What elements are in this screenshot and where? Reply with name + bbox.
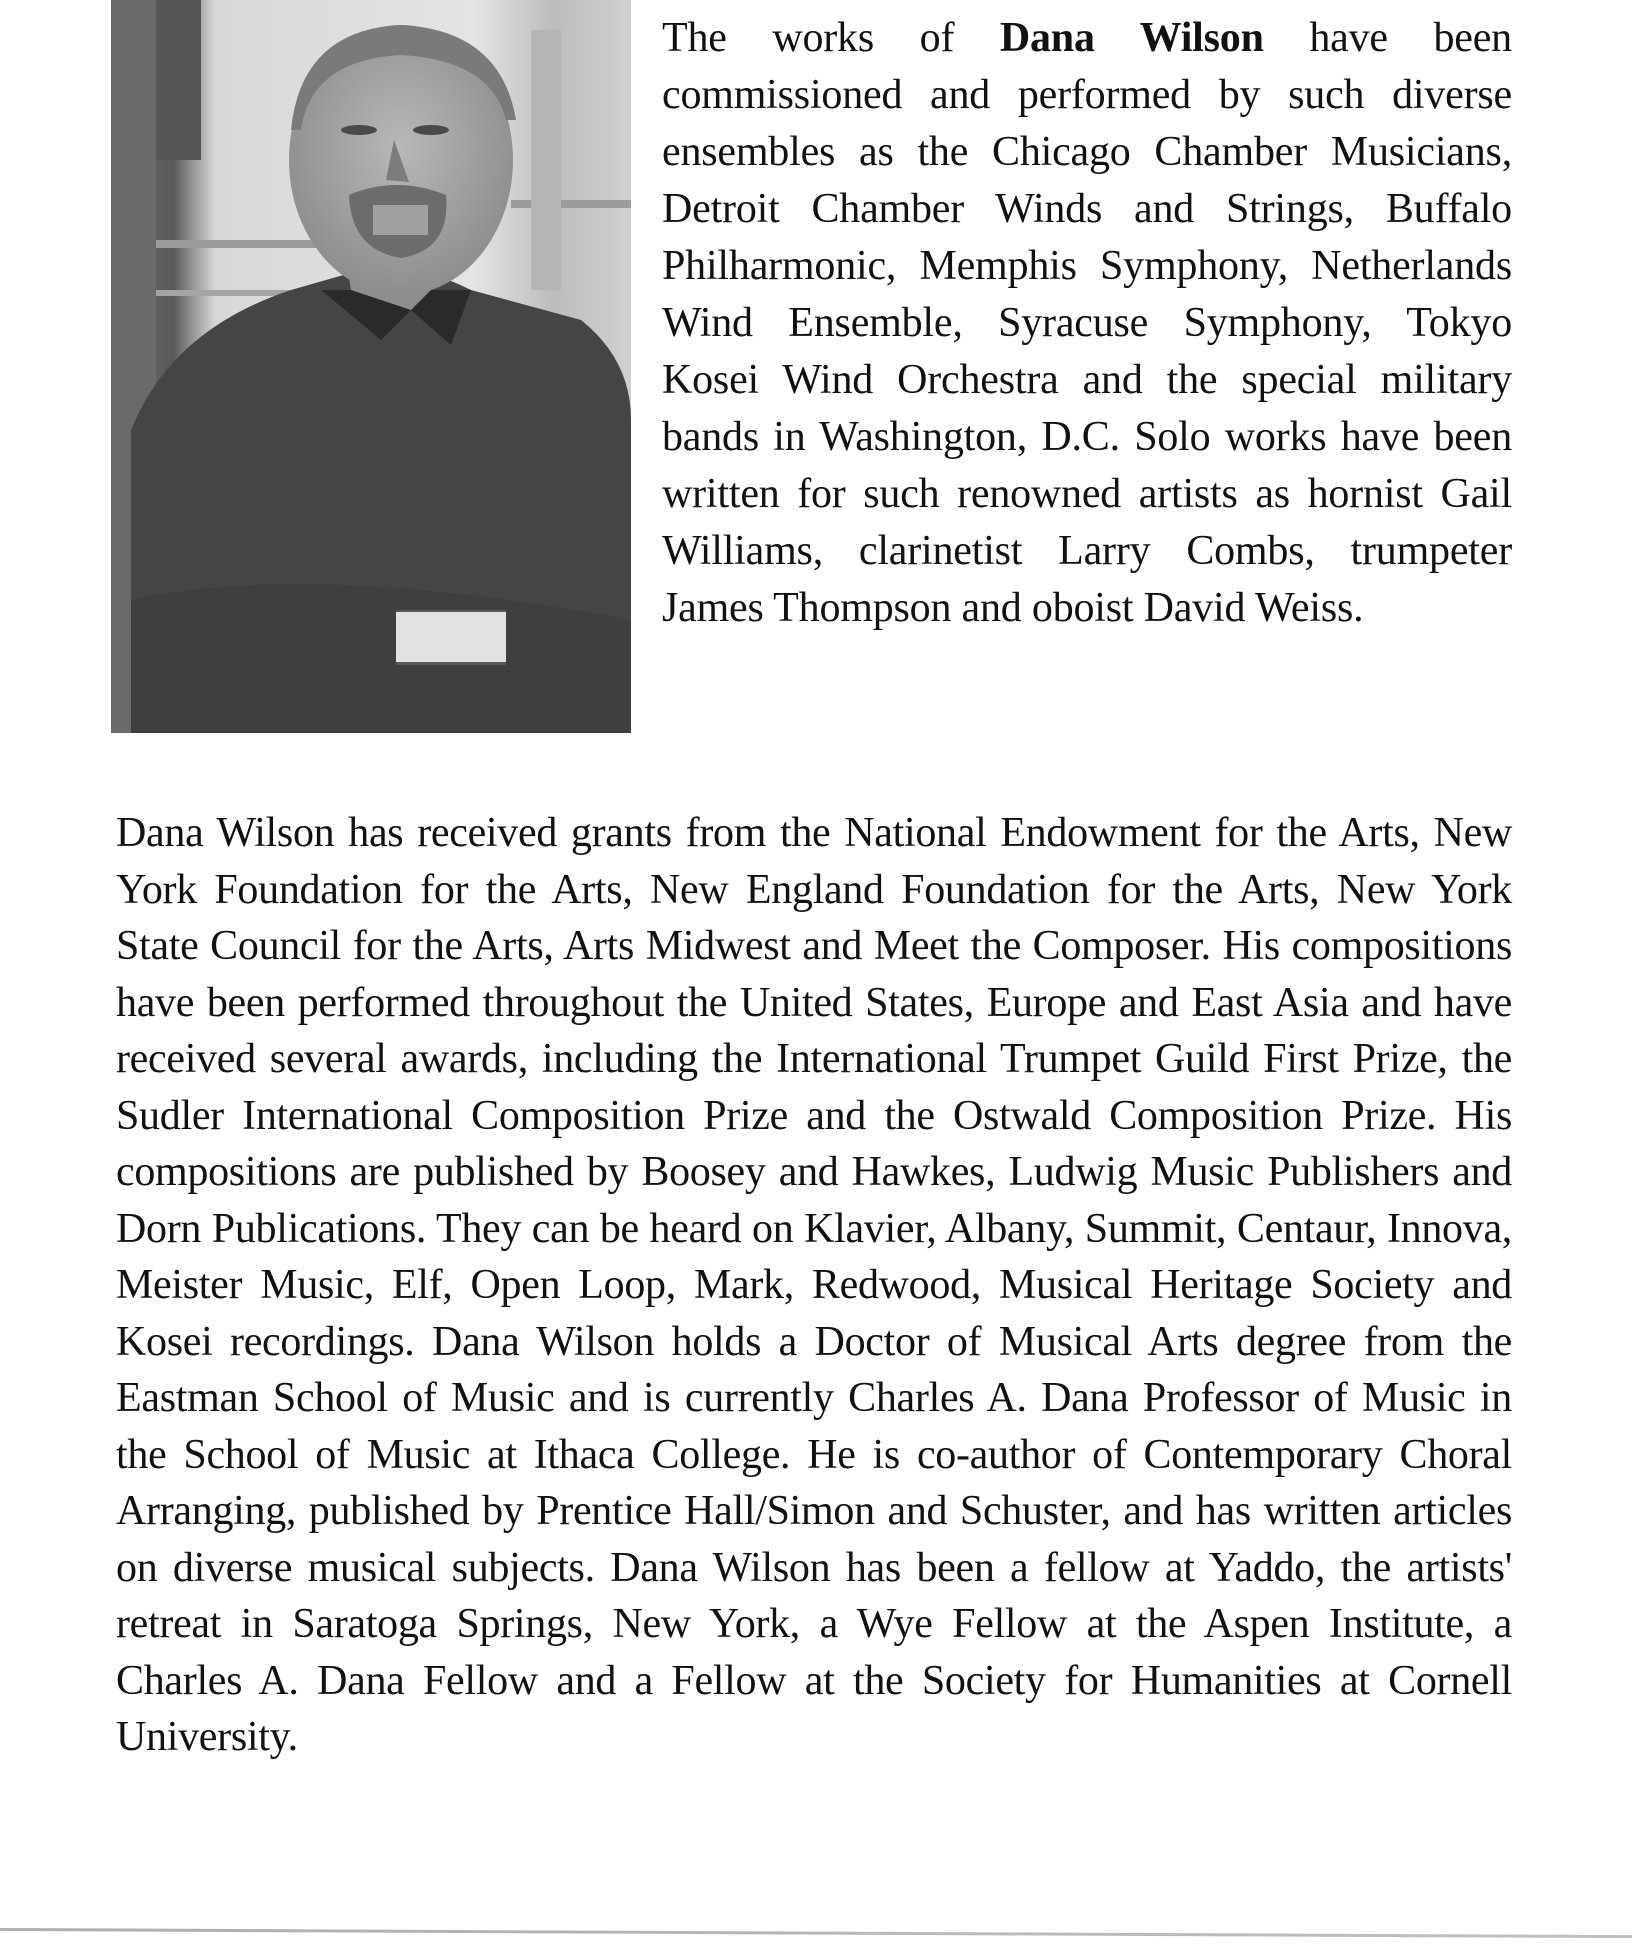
portrait-image — [111, 0, 631, 733]
intro-lead-text: The works of — [662, 15, 1000, 61]
portrait-photo — [111, 0, 631, 733]
intro-body-text: have been commissioned and performed by such diverse ensembles as the Chicago Chamber Musicians, Detroit Chamber Winds and Strings, Buffalo Philharmonic, Memphis Symphony, Netherlands Wind Ensemble, Syracuse Symphony, Tokyo Kosei Wind Orchestra and the special military bands in Washington, D.C. Solo works have been written for such renowned artists as hornist Gail Williams, clarinetist Larry Combs, trumpeter James Thompson and oboist David Weiss. — [662, 15, 1512, 631]
composer-name: Dana Wilson — [999, 15, 1264, 61]
biography-paragraph: Dana Wilson has received grants from the National Endowment for the Arts, New York Foundation for the Arts, New England Foundation for the Arts, New York State Council for the Arts, Arts Midwest and Meet the Composer. His compositions have been performed throughout the United States, Europe and East Asia and have received several awards, including the International Trumpet Guild First Prize, the Sudler International Composition Prize and the Ostwald Composition Prize. His compositions are published by Boosey and Hawkes, Ludwig Music Publishers and Dorn Publications. They can be heard on Klavier, Albany, Summit, Centaur, Innova, Meister Music, Elf, Open Loop, Mark, Redwood, Musical Heritage Society and Kosei recordings. Dana Wilson holds a Doctor of Musical Arts degree from the Eastman School of Music and is currently Charles A. Dana Professor of Music in the School of Music at Ithaca College. He is co-author of Contemporary Choral Arranging, published by Prentice Hall/Simon and Schuster, and has written articles on diverse musical subjects. Dana Wilson has been a fellow at Yaddo, the artists' retreat in Saratoga Springs, New York, a Wye Fellow at the Aspen Institute, a Charles A. Dana Fellow and a Fellow at the Society for Humanities at Cornell University. — [116, 810, 1512, 1760]
bottom-rule-divider — [0, 1928, 1632, 1938]
intro-paragraph — [662, 10, 1512, 637]
